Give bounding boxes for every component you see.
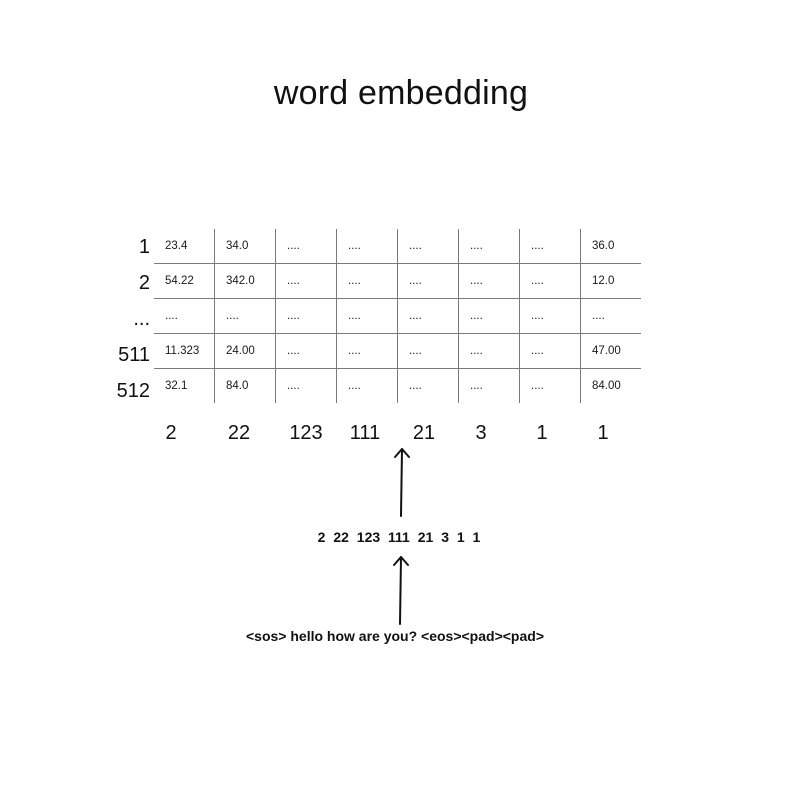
matrix-cell: .... [520, 369, 581, 404]
matrix-cell: .... [276, 229, 337, 264]
matrix-row [154, 299, 642, 334]
matrix-cell: .... [459, 369, 520, 404]
token-id: 3 [475, 422, 487, 444]
matrix-cell: 84.00 [581, 369, 642, 404]
matrix-cell: .... [459, 264, 520, 299]
embedding-matrix [153, 228, 642, 404]
matrix-cell: 12.0 [581, 264, 642, 299]
matrix-cell: .... [276, 299, 337, 334]
matrix-cell: .... [520, 299, 581, 334]
matrix-cell: .... [520, 264, 581, 299]
matrix-cell: .... [337, 299, 398, 334]
row-label: 2 [138, 272, 150, 294]
matrix-cell: 84.0 [215, 369, 276, 404]
matrix-cell: .... [276, 334, 337, 369]
input-sentence: <sos> hello how are you? <eos><pad><pad> [245, 628, 544, 644]
matrix-cell: 23.4 [154, 229, 215, 264]
matrix-cell: 24.00 [215, 334, 276, 369]
matrix-cell: .... [398, 229, 459, 264]
matrix-cell: 11.323 [154, 334, 215, 369]
matrix-cell: 34.0 [215, 229, 276, 264]
token-id: 1 [597, 422, 609, 444]
matrix-cell: .... [459, 299, 520, 334]
matrix-cell: .... [276, 264, 337, 299]
matrix-cell: .... [520, 229, 581, 264]
matrix-cell: 54.22 [154, 264, 215, 299]
matrix-cell: .... [215, 299, 276, 334]
row-label: 1 [138, 236, 150, 258]
matrix-cell: 32.1 [154, 369, 215, 404]
matrix-cell: 342.0 [215, 264, 276, 299]
token-id: 21 [412, 422, 436, 444]
matrix-cell: 36.0 [581, 229, 642, 264]
matrix-cell: 47.00 [581, 334, 642, 369]
matrix-cell: .... [398, 299, 459, 334]
matrix-cell: .... [337, 264, 398, 299]
row-label: ... [133, 308, 150, 330]
token-id: 111 [349, 422, 381, 444]
token-id-sequence: 2 22 123 111 21 3 1 1 [317, 529, 481, 545]
token-id: 1 [536, 422, 548, 444]
up-arrow-icon [390, 446, 414, 518]
diagram-title: word embedding [273, 74, 529, 112]
token-id-row [140, 422, 636, 448]
matrix-cell: .... [581, 299, 642, 334]
matrix-row [154, 369, 642, 404]
matrix-cell: .... [337, 229, 398, 264]
matrix-row [154, 264, 642, 299]
matrix-cell: .... [520, 334, 581, 369]
row-label: 511 [118, 344, 150, 366]
token-id: 22 [227, 422, 251, 444]
matrix-cell: .... [459, 229, 520, 264]
matrix-cell: .... [337, 369, 398, 404]
row-label: 512 [116, 380, 150, 402]
token-id: 2 [165, 422, 177, 444]
matrix-cell: .... [398, 264, 459, 299]
matrix-row [154, 334, 642, 369]
matrix-cell: .... [459, 334, 520, 369]
matrix-cell: .... [154, 299, 215, 334]
token-id: 123 [289, 422, 323, 444]
matrix-cell: .... [398, 334, 459, 369]
matrix-cell: .... [337, 334, 398, 369]
matrix-cell: .... [276, 369, 337, 404]
matrix-cell: .... [398, 369, 459, 404]
row-labels [110, 229, 150, 409]
up-arrow-icon [389, 554, 413, 626]
matrix-row [154, 229, 642, 264]
